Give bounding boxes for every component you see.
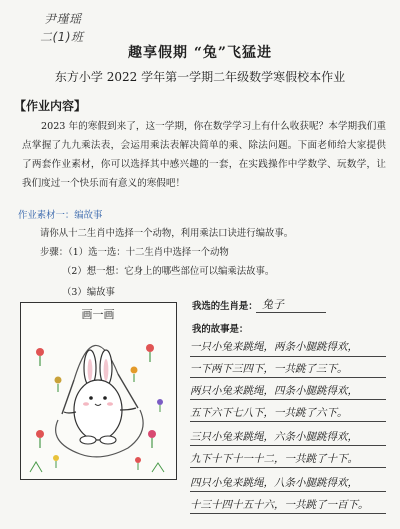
instruction-text: 请你从十二生肖中选择一个动物，利用乘法口诀进行编故事。 [40, 228, 294, 239]
story-underline [190, 513, 386, 514]
drawing-label: 画一画 [81, 308, 115, 321]
zodiac-label: 我选的生肖是： [192, 301, 258, 312]
rabbit-jump-rope-drawing [22, 322, 174, 476]
step-3: （3）编故事 [62, 287, 115, 298]
student-class: 二(1)班 [40, 30, 84, 44]
story-line: 一下两下三四下，一共跳了三下。 [190, 363, 348, 375]
story-line: 九下十下十一十二，一共跳了十下。 [190, 453, 358, 465]
option-label: 作业素材一：编故事 [18, 210, 103, 221]
story-line: 三只小兔来跳绳，六条小腿跳得欢， [190, 431, 358, 443]
step-2: （2）想一想：它身上的哪些部位可以编乘法故事。 [62, 266, 275, 277]
story-line: 五下六下七八下，一共跳了六下。 [190, 407, 348, 419]
story-underline [190, 445, 386, 446]
intro-paragraph: 2023 年的寒假到来了，这一学期，你在数学学习上有什么收获呢？本学期我们重点掌握了九九乘法表，会运用乘法表解决简单的乘、除法问题。下面老师给大家提供了两套作业素材，你可以选择其中感兴趣的一套，在实践操作中学数学、玩数学，让我们度过一个快乐而有意义的寒假吧！ [22, 121, 386, 189]
zodiac-answer: 兔子 [262, 298, 284, 311]
story-underline [190, 356, 386, 357]
zodiac-answer-line [256, 312, 326, 313]
story-label: 我的故事是： [192, 324, 249, 335]
step-1: 步骤：（1）选一选：十二生肖中选择一个动物 [40, 247, 229, 258]
story-underline [190, 399, 386, 400]
story-underline [190, 467, 386, 468]
story-line: 两只小兔来跳绳，四条小腿跳得欢， [190, 385, 358, 397]
story-line: 十三十四十五十六，一共跳了一百下。 [190, 499, 369, 511]
section-heading: 【作业内容】 [14, 99, 87, 113]
story-underline [190, 421, 386, 422]
story-line: 一只小兔来跳绳，两条小腿跳得欢， [190, 341, 358, 353]
page-subtitle: 东方小学 2022 学年第一学期二年级数学寒假校本作业 [54, 70, 346, 84]
story-underline [190, 491, 386, 492]
story-underline [190, 377, 386, 378]
page-title: 趣享假期 “兔”飞猛进 [128, 45, 272, 61]
story-line: 四只小兔来跳绳，八条小腿跳得欢， [190, 477, 358, 489]
student-name: 尹瑾瑶 [44, 12, 82, 26]
